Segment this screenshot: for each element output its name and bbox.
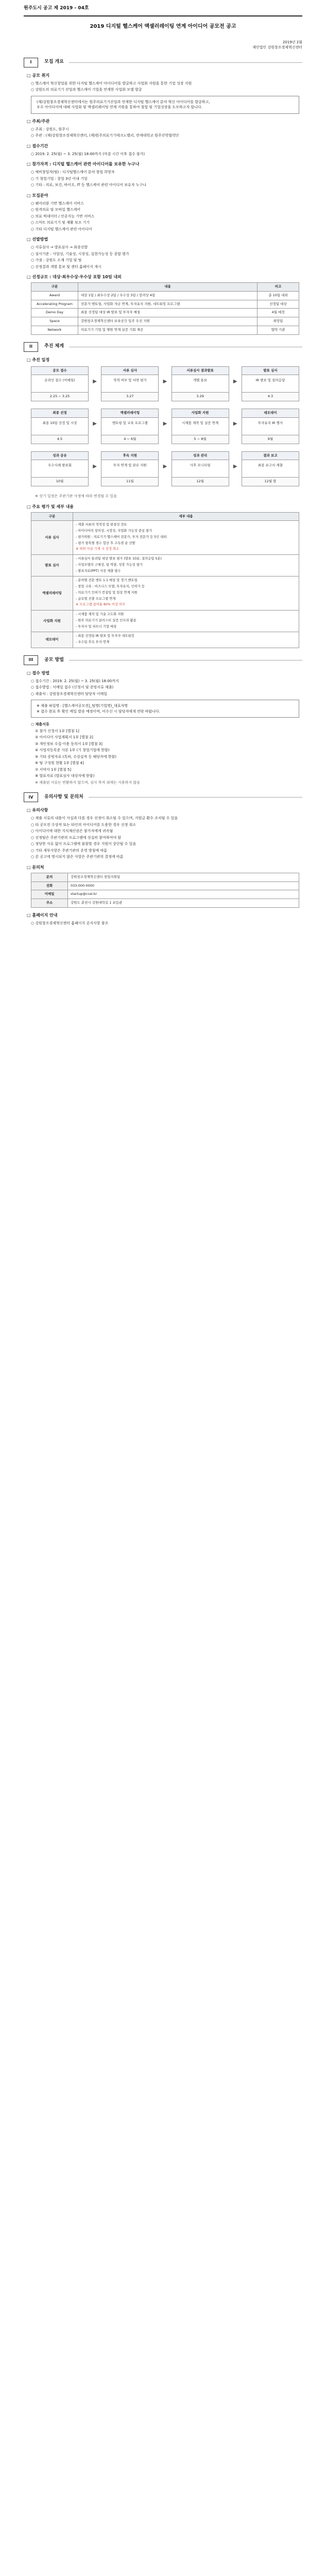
table-row [31, 555, 299, 577]
docs-line: ⑥ 팀 구성원 현황 1부 [별첨 4] [35, 761, 84, 766]
docs-line: ③ 개인정보 수집·이용 동의서 1부 [별첨 3] [35, 741, 102, 746]
detail-line: - 아이디어의 창의성, 시장성, 사업화 가능성 중심 평가 [76, 529, 152, 533]
docs-line: ⑦ 서약서 1부 [별첨 5] [35, 767, 72, 772]
flow-step-date: 10월 [31, 478, 89, 486]
top-divider [24, 15, 302, 16]
document-organization: 재단법인 강원창조경제혁신센터 [252, 45, 302, 49]
purpose-line: ○ 헬스케어 혁신창업을 위한 디지털 헬스케어 아이디어를 발굴하고 사업화 지원을 통한 기업 성장 지원 [31, 81, 192, 86]
notice-line: ○ 기타 세부사항은 주관기관의 운영 방침에 따름 [31, 848, 107, 853]
table-row [31, 632, 299, 648]
arrow-right-icon: ▶ [163, 463, 167, 469]
section-3-title: 공모 방법 [44, 657, 64, 663]
award-cell-note: 4월 예정 [258, 309, 299, 317]
table-row [31, 521, 299, 555]
award-cell-content: 의료기기 기업 및 병원 연계 실증 기회 제공 [78, 326, 258, 334]
detail-line: - 우수팀 후속 투자 연계 [76, 640, 110, 644]
detail-line: - 의료기기 인허가 컨설팅 및 임상 연계 지원 [76, 590, 138, 595]
notice-heading: □ 유의사항 [27, 808, 48, 813]
flow-step-date: 12월 말 [242, 478, 299, 486]
flow-step-title: 공모 접수 [31, 366, 89, 376]
table-row [31, 291, 299, 300]
flow-step-desc: 멘토링 및 교육 프로그램 [101, 418, 159, 435]
arrow-right-icon: ▶ [233, 378, 237, 384]
detail-row-label: 데모데이 [31, 632, 73, 648]
award-table-header: 비고 [258, 283, 299, 292]
target-line: ○ 기 창업기업 : 창업 3년 이내 기업 [31, 176, 88, 181]
table-row [31, 611, 299, 632]
detail-line: - 사업모델의 구체성, 팀 역량, 성장 가능성 평가 [76, 563, 143, 567]
flow-step-title: 발표 심사 [242, 366, 299, 376]
method-line: ○ 선정결과 개별 통보 및 센터 홈페이지 게시 [31, 264, 101, 269]
host-heading: □ 주최/주관 [27, 118, 50, 124]
section-1-number: I [24, 58, 38, 67]
contact-email-link[interactable]: startup@ccei.kr [68, 890, 299, 899]
detail-line: - 서류심사 통과팀 대상 발표 평가 (발표 10분, 질의응답 5분) [76, 557, 162, 561]
contact-label: 이메일 [31, 890, 68, 899]
apply-box-line: ※ 접수 완료 후 확인 메일 발송 예정이며, 미수신 시 담당자에게 연락 바랍니다. [37, 709, 160, 714]
section-divider [69, 62, 302, 63]
detail-table-header: 구분 [31, 512, 73, 521]
flow-step-title: 후속 지원 [101, 451, 159, 461]
table-row [31, 882, 299, 890]
detail-line: - 원주 의료기기 클러스터 실증 인프라 활용 [76, 618, 136, 622]
flow-step-date: 3.29 [171, 393, 229, 401]
table-row [31, 873, 299, 882]
flow-step-date: 2.25 ~ 3.25 [31, 393, 89, 401]
apply-box [31, 700, 299, 718]
contact-value: 강원도 춘천시 강원대학길 1 보듬관 [68, 899, 299, 908]
section-divider [89, 797, 302, 798]
detail-row-label: 액셀러레이팅 [31, 577, 73, 611]
purpose-heading: □ 공모 취지 [27, 73, 50, 78]
flow-step-desc: 사후 모니터링 [171, 460, 229, 478]
award-table-header: 내용 [78, 283, 258, 292]
arrow-right-icon: ▶ [93, 463, 97, 469]
notice-line: ○ 본 공고에 명시되지 않은 사항은 주관기관의 결정에 따름 [31, 855, 124, 859]
award-cell-label: Space [31, 317, 78, 326]
flow-row [31, 451, 299, 487]
award-cell-content: 대상 1팀 / 최우수상 2팀 / 우수상 3팀 / 장려상 4팀 [78, 291, 258, 300]
flow-step-title: 서류심사 결과발표 [171, 366, 229, 376]
detail-line: - 최종 선정팀 IR 발표 및 투자자 네트워킹 [76, 634, 134, 638]
flow-step-desc: 투자유치 IR 행사 [242, 418, 299, 435]
flow-step [171, 451, 229, 487]
section-4-number: IV [24, 792, 38, 802]
apply-line: ○ 접수기간 : 2019. 2. 25(월) ~ 3. 25(월) 18:00까지 [31, 679, 119, 683]
flow-step-desc: 적격 여부 및 서면 평가 [101, 375, 159, 393]
flow-step-date: 4 ~ 6월 [101, 435, 159, 444]
detail-row-label: 서류 심사 [31, 521, 73, 555]
award-cell-content: 전문가 멘토링, 사업화 자금 연계, 투자유치 지원, 네트워킹 프로그램 [78, 300, 258, 309]
flow-step-title: 성과 관리 [171, 451, 229, 461]
flow-heading: □ 추진 일정 [27, 357, 50, 362]
detail-line: - 평가위원 : 의료기기·헬스케어 전문가, 투자 전문가 등 5인 내외 [76, 535, 167, 539]
table-row [31, 317, 299, 326]
section-4-title: 유의사항 및 문의처 [44, 794, 83, 800]
fields-line: ○ 의료 빅데이터 / 인공지능 기반 서비스 [31, 214, 95, 218]
detail-table-header: 세부 내용 [73, 512, 299, 521]
flow-step-date: 4.3 [242, 393, 299, 401]
contact-value: 033-000-0000 [68, 882, 299, 890]
detail-line: - 분야별 전문 멘토 1:1 매칭 및 정기 멘토링 [76, 579, 138, 583]
contact-label: 전화 [31, 882, 68, 890]
target-line: ○ 예비창업자(팀) : 디지털헬스케어 분야 창업 희망자 [31, 170, 115, 174]
arrow-right-icon: ▶ [163, 421, 167, 427]
detail-row-body [73, 611, 299, 632]
flow-step-title: 사업화 지원 [171, 409, 229, 418]
table-row [31, 309, 299, 317]
method-heading: □ 선발방법 [27, 237, 48, 242]
flow-step [171, 409, 229, 444]
flow-step [171, 366, 229, 402]
fields-line: ○ 기타 디지털 헬스케어 관련 아이디어 [31, 227, 92, 231]
notice-number: 원주도시 공고 제 2019 - 04호 [24, 6, 89, 11]
award-cell-note: 총 10팀 내외 [258, 291, 299, 300]
fields-line: ○ 웨어러블 기반 헬스케어 서비스 [31, 201, 84, 206]
section-1-title: 모집 개요 [44, 59, 64, 65]
contact-heading: □ 문의처 [27, 865, 44, 870]
flow-step [31, 366, 89, 402]
detail-line: - 글로벌 진출 프로그램 연계 [76, 597, 116, 601]
apply-heading: □ 접수 방법 [27, 670, 50, 675]
flow-step [242, 451, 299, 487]
period-heading: □ 접수기간 [27, 143, 48, 148]
arrow-right-icon: ▶ [93, 378, 97, 384]
arrow-right-icon: ▶ [163, 378, 167, 384]
award-cell-content: 강원창조경제혁신센터 보육공간 입주 우선 지원 [78, 317, 258, 326]
flow-step-title: 서류 심사 [101, 366, 159, 376]
detail-row-body [73, 632, 299, 648]
detail-row-label: 발표 심사 [31, 555, 73, 577]
notice-line: ○ 선정팀은 주관기관의 프로그램에 성실히 참여하여야 함 [31, 835, 121, 840]
flow-step [101, 409, 159, 444]
flow-step-title: 데모데이 [242, 409, 299, 418]
detail-table-wrap [31, 512, 299, 648]
target-line: ○ 기타 : 의료, 보건, 바이오, IT 등 헬스케어 관련 아이디어 보유자 누구나 [31, 183, 146, 187]
flow-step-desc: 최종 보고서 제출 [242, 460, 299, 478]
docs-line: ② 아이디어 사업계획서 1부 [별첨 2] [35, 735, 93, 740]
flow-step [31, 409, 89, 444]
award-cell-label: Network [31, 326, 78, 334]
award-cell-label: Accelerating Program [31, 300, 78, 309]
flow-step-date: 4.5 [31, 435, 89, 444]
flow-step-title: 액셀러레이팅 [101, 409, 159, 418]
section-3-header [24, 655, 302, 665]
flow-step-date: 11월 [101, 478, 159, 486]
award-cell-content: 최종 선정팀 대상 IR 발표 및 투자자 매칭 [78, 309, 258, 317]
detail-line: - 시제품 제작 및 기술 고도화 지원 [76, 613, 124, 616]
flow-step-date: 12월 [171, 478, 229, 486]
detail-line: - 발표자료(PPT) 사전 제출 필수 [76, 569, 121, 573]
flow-step-date: 5 ~ 8월 [171, 435, 229, 444]
flow-step-title: 최종 선정 [31, 409, 89, 418]
detail-row-body [73, 577, 299, 611]
apply-box-line: ※ 제출 파일명 : [헬스케어공모전]_팀명(기업명)_대표자명 [37, 704, 128, 708]
fields-line: ○ 원격의료 및 모바일 헬스케어 [31, 208, 81, 212]
notice-line: ○ 타 공모전 수상작 또는 타인의 아이디어를 도용한 경우 선정 취소 [31, 822, 136, 827]
award-table [31, 282, 299, 335]
purpose-line: ○ 강원도의 의료기기 산업과 헬스케어 기업을 연계한 사업화 모델 발굴 [31, 88, 142, 92]
section-1-header [24, 58, 302, 67]
docs-note: ※ 제출된 서류는 반환하지 않으며, 심사 목적 외에는 사용하지 않음 [35, 780, 140, 785]
docs-line: ④ 사업자등록증 사본 1부 (기 창업기업에 한함) [35, 748, 110, 753]
flow-step-date: 9월 [242, 435, 299, 444]
method-line: ○ 심사기준 : 사업성, 기술성, 시장성, 실현가능성 등 종합 평가 [31, 251, 129, 256]
contact-table [31, 873, 299, 908]
host-line: ○ 주관 : (재)강원창조경제혁신센터, (재)원주의료기기테크노밸리, 연세대학교 원주산학협력단 [31, 133, 179, 138]
fields-heading: □ 모집분야 [27, 193, 48, 198]
detail-line: - 창업 교육 : 비즈니스 모델, 투자유치, 인허가 등 [76, 585, 145, 588]
flow-step-date: 3.27 [101, 393, 159, 401]
docs-line: ⑤ 기타 증빙자료 (특허, 수상실적 등 해당자에 한함) [35, 754, 117, 759]
detail-line: - 평가 항목별 점수 합산 후 고득점 순 선발 [76, 541, 135, 545]
process-flow [31, 366, 299, 487]
website-line: ○ 강원창조경제혁신센터 홈페이지 공지사항 참조 [31, 921, 109, 925]
award-cell-note: 선정팀 대상 [258, 300, 299, 309]
purpose-box [31, 96, 299, 114]
detail-line: - 투자사 및 파트너 기업 매칭 [76, 624, 117, 629]
contact-table-wrap [31, 873, 299, 908]
section-2-header [24, 342, 302, 352]
table-row [31, 890, 299, 899]
contact-label: 주소 [31, 899, 68, 908]
period-line: ○ 2019. 2. 25(월) ~ 3. 25(월) 18:00까지 (마감 시간 이후 접수 불가) [31, 151, 145, 156]
arrow-right-icon: ▶ [93, 421, 97, 427]
arrow-right-icon: ▶ [233, 421, 237, 427]
section-2-number: II [24, 342, 38, 352]
flow-step-title: 결과 보고 [242, 451, 299, 461]
website-heading: □ 홈페이지 안내 [27, 912, 58, 918]
notice-line: ○ 정당한 사유 없이 프로그램에 불참할 경우 지원이 중단될 수 있음 [31, 842, 136, 846]
award-heading: □ 선정규모 : 대상·최우수상·우수상 포함 10팀 내외 [27, 275, 122, 279]
contact-value: 강원창조경제혁신센터 창업지원팀 [68, 873, 299, 882]
notice-line: ○ 아이디어에 대한 지식재산권은 참가자에게 귀속됨 [31, 829, 113, 834]
flow-step [101, 366, 159, 402]
section-2-title: 추진 체계 [44, 344, 64, 349]
schedule-note: ※ 상기 일정은 주관기관 사정에 따라 변경될 수 있음 [35, 494, 117, 498]
document-title: 2019 디지털 헬스케어 액셀러레이팅 연계 아이디어 공모전 공고 [90, 23, 236, 29]
apply-line: ○ 접수방법 : 이메일 접수 (신청서 및 증빙서류 제출) [31, 685, 114, 690]
method-line: ○ 서류심사 → 발표심사 → 최종선발 [31, 245, 88, 249]
award-cell-note: 협약 기관 [258, 326, 299, 334]
flow-step-desc: 온라인 접수 (이메일) [31, 375, 89, 393]
flow-step [242, 366, 299, 402]
flow-step-desc: 투자 연계 및 판로 지원 [101, 460, 159, 478]
detail-row-label: 사업화 지원 [31, 611, 73, 632]
detail-highlight: ※ 프로그램 참여율 80% 이상 의무 [76, 603, 126, 607]
flow-step-desc: 개별 통보 [171, 375, 229, 393]
table-row [31, 899, 299, 908]
table-row [31, 300, 299, 309]
arrow-right-icon: ▶ [233, 463, 237, 469]
award-cell-label: Demo Day [31, 309, 78, 317]
award-table-header: 구분 [31, 283, 78, 292]
detail-row-body [73, 521, 299, 555]
flow-row [31, 409, 299, 444]
detail-line: - 제출 서류의 적격성 및 완결성 검토 [76, 523, 127, 527]
detail-table [31, 512, 299, 648]
table-row [31, 326, 299, 334]
flow-step [101, 451, 159, 487]
flow-step-desc: 최종 10팀 선정 및 시상 [31, 418, 89, 435]
flow-step-desc: 시제품 제작 및 실증 연계 [171, 418, 229, 435]
purpose-box-line: 우수 아이디어에 대해 사업화 및 액셀러레이팅 연계 지원을 통하여 창업 및 기업성장을 도모하고자 합니다. [37, 105, 202, 109]
award-cell-note: 희망팀 [258, 317, 299, 326]
award-cell-label: Award [31, 291, 78, 300]
host-line: ○ 주최 : 강원도, 원주시 [31, 127, 69, 131]
award-table-wrap [31, 282, 299, 335]
docs-heading: ○ 제출서류 [31, 722, 49, 727]
docs-line: ⑧ 발표자료 (발표심사 대상자에 한함) [35, 774, 95, 778]
purpose-box-line: (재)강원창조경제혁신센터에서는 원주의료기기산업과 연계한 디지털 헬스케어 분야 혁신 아이디어를 발굴하고, [37, 99, 210, 104]
section-3-number: III [24, 655, 38, 665]
docs-line: ① 참가 신청서 1부 [별첨 1] [35, 728, 79, 733]
section-4-header [24, 792, 302, 802]
fields-line: ○ 스마트 의료기기 및 재활 보조 기기 [31, 221, 90, 225]
detail-highlight: ※ 허위 사실 기재 시 선정 취소 [76, 547, 119, 551]
flow-step-title: 성과 공유 [31, 451, 89, 461]
notice-line: ○ 제출 서류의 내용이 사실과 다를 경우 선정이 취소될 수 있으며, 지원금 환수 조치될 수 있음 [31, 816, 178, 821]
method-line: ○ 가점 : 강원도 소재 기업 및 팀 [31, 258, 82, 262]
flow-step-desc: IR 발표 및 질의응답 [242, 375, 299, 393]
detail-row-body [73, 555, 299, 577]
target-heading: □ 참가자격 : 디지털 헬스케어 관련 아이디어를 보유한 누구나 [27, 162, 140, 166]
contact-label: 문의 [31, 873, 68, 882]
flow-step-desc: 우수사례 발표회 [31, 460, 89, 478]
document-date: 2019년 2월 [282, 40, 302, 44]
table-row [31, 577, 299, 611]
flow-step [31, 451, 89, 487]
flow-step [242, 409, 299, 444]
apply-line: ○ 제출처 : 강원창조경제혁신센터 담당자 이메일 [31, 691, 108, 696]
detail-heading: □ 주요 평가 및 세부 내용 [27, 504, 74, 509]
flow-row [31, 366, 299, 402]
